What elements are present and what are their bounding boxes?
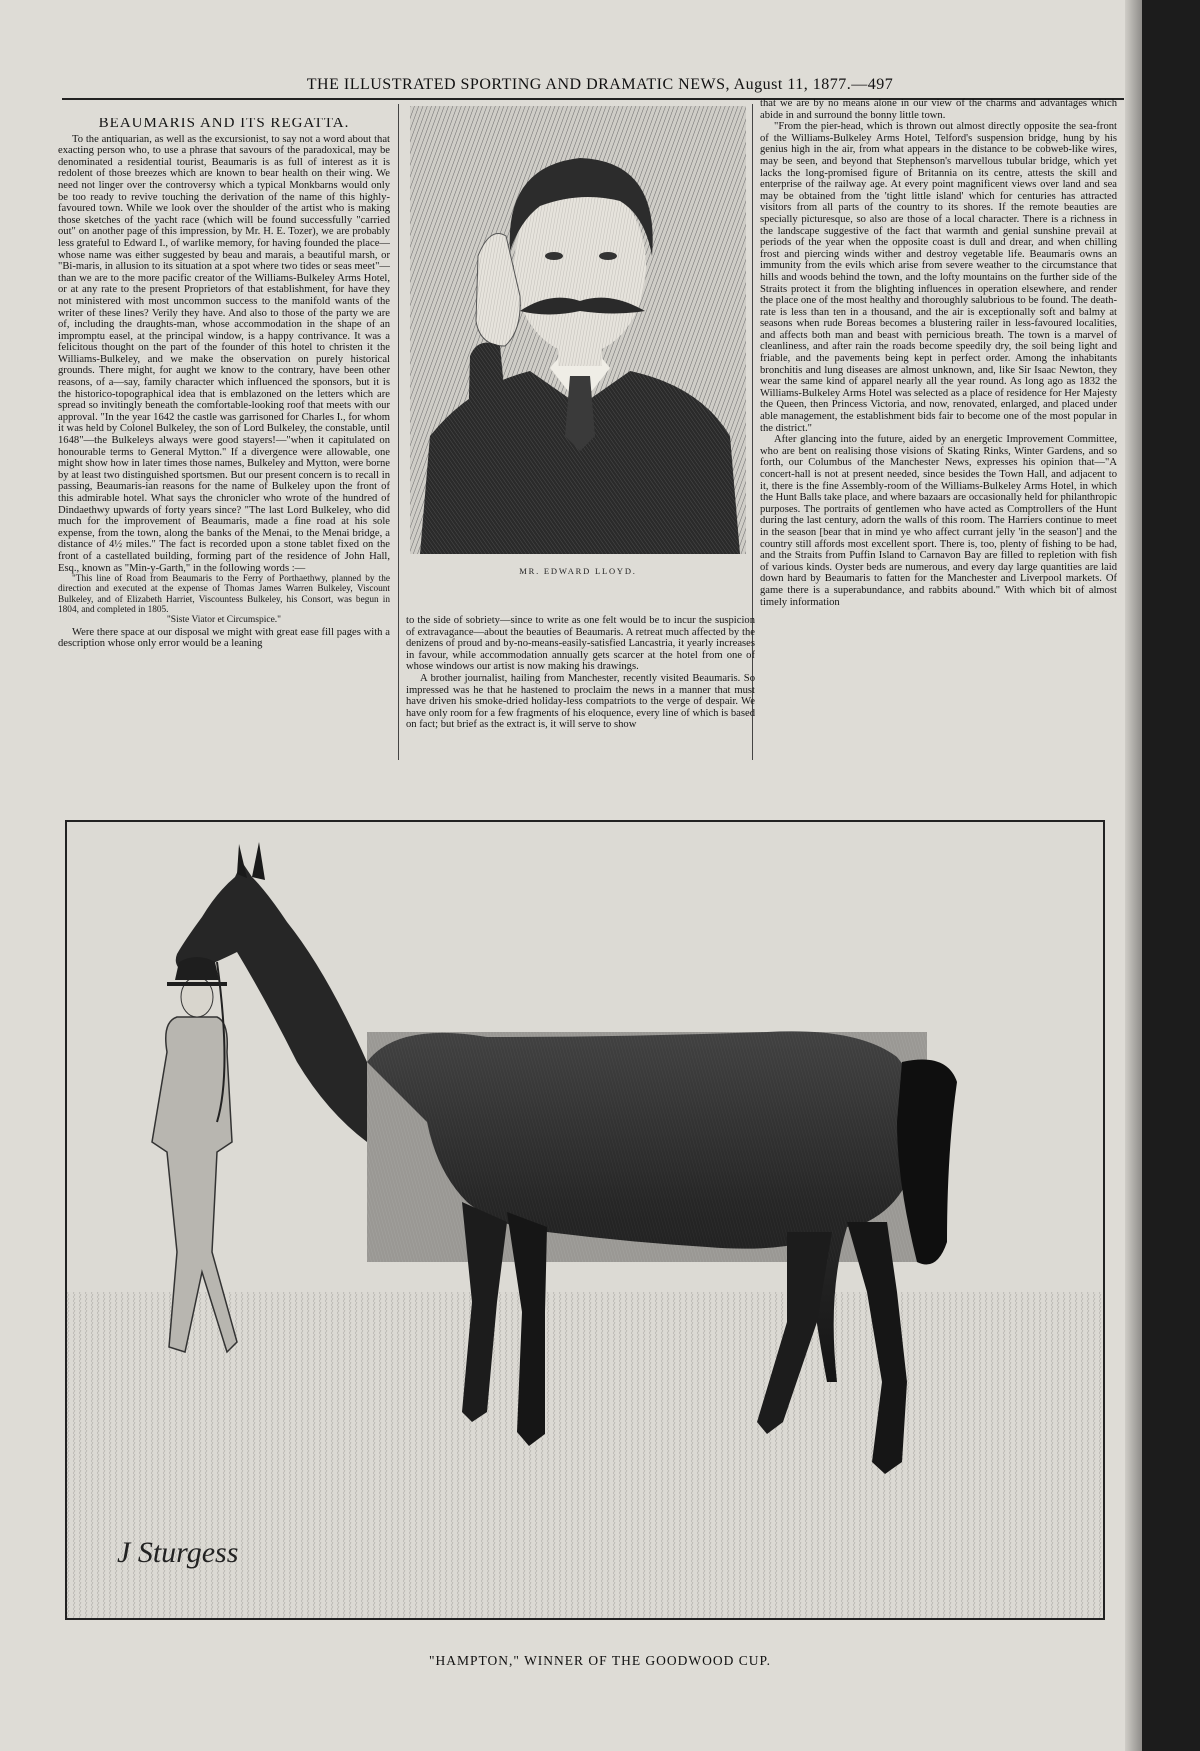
article-paragraph: to the side of sobriety—since to write as one felt would be to incur the suspicion of extravagance—about the beauties of Beaumaris. A retreat much affected by the denizens of proud and by-no-means-easily-satisfied Lancastria, it yearly increases in favour, while accommodation annually gets scarcer at the hotel from one of whose windows our artist is now making his drawings. [406,615,755,673]
column-rule-left [398,104,399,760]
article-paragraph: To the antiquarian, as well as the excursionist, to say not a word about that exacting person who, to use a phrase that savours of the paradoxical, may be denominated a residential tourist, Beaumaris is as full of interest as it is redolent of those breezes which are known to bear health on their wing. We need not linger over the controversy which a typical Monkbarns would only be too ready to revive touching the derivation of the name of this highly-favoured town. While we look over the shoulder of the artist who is making those sketches of the yacht race (which will be found successfully "carried out" on another page of this impression, by Mr. H. E. Tozer), we are probably less grateful to Edward I., of warlike memory, for having founded the place—whose name was either suggested by beau and marais, a beautiful marsh, or "Bi-maris, in allusion to its situation at a spot where two tides or seas meet"—than we are to the more pacific creator of the Williams-Bulkeley Arms Hotel, or at any rate to the present Proprietors of that establishment, for have they not ministered with most uncommon success to the manifold wants of the writer of these lines? Verily they have. And also to those of the party we are of, including the draughts-man, whose accommodation in the shape of an impromptu easel, at the principal window, is a happy contrivance. It was a felicitous thought on the part of the founder of this hotel to christen it the Williams-Bulkeley, and we make the observation on purely historical grounds. There might, for aught we know to the contrary, have been other reasons, of a—say, family character which influenced the sponsors, but it is the historico-topographical idea that is emblazoned on the letters which are spread so invitingly beneath the comfortable-looking roof that meets with our approval. "In the year 1642 the castle was garrisoned for Charles I., for whom it was held by Colonel Bulkeley, the son of Lord Bulkeley, the constable, until 1648"—the Bulkeleys always were good stayers!—"when it capitulated on honourable terms to General Mytton." If a divergence were allowable, one might show how in later times those names, Bulkeley and Mytton, were borne by at least two distinguished sportsmen. But our present concern is to recall in passing, Beaumaris-ian reasons for the name of Bulkeley upon the front of this admirable hotel. What says the chronicler who wrote of the hundred of Dindaethwy upwards of forty years since? "The last Lord Bulkeley, who did much for the improvement of Beaumaris, made a fine road at his sole expense, from the town, along the banks of the Menai, to the Menai bridge, a distance of 4½ miles." The fact is recorded upon a stone tablet fixed on the front of a castellated building, forming part of the residence of John Hall, Esq., known as "Min-y-Garth," in the following words :— [58,133,390,574]
ground [67,1292,1103,1618]
portrait-caption: MR. EDWARD LLOYD. [519,566,637,576]
portrait-engraving [410,106,746,554]
article-paragraph: Were there space at our disposal we might with great ease fill pages with a description whose only error would be a leaning [58,626,390,650]
article-paragraph: that we are by no means alone in our view of the charms and advantages which abide in and surround the bonny little town. [760,98,1117,121]
article-column-middle [406,615,755,760]
page-edge [1125,0,1143,1751]
artist-signature: J Sturgess [117,1536,239,1569]
article-headline: BEAUMARIS AND ITS REGATTA. [98,118,350,131]
running-head: THE ILLUSTRATED SPORTING AND DRAMATIC NEWS, August 11, 1877.—497 [306,76,894,93]
article-footnote: "This line of Road from Beaumaris to the Ferry of Porthaethwy, planned by the direction and executed at the expense of Thomas James Warren Bulkeley, Viscount Bulkeley, and of Elizabeth Harriet, Viscountess Bulkeley, his Consort, was begun in 1804, and completed in 1805. [58,574,390,615]
portrait-eye-right [599,252,617,260]
article-column-right [760,98,1117,760]
article-paragraph: "From the pier-head, which is thrown out almost directly opposite the sea-front of the Williams-Bulkeley Arms Hotel, Telford's suspension bridge, hung by his genius high in the air, from what appears in the distance to be cobweb-like wires, may be seen, and beyond that Stephenson's marvellous tubular bridge, which yet lacks the long-promised figure of Britannia on its centre, attests the skill and enterprise of the railway age. At every point magnificent views over land and sea may be obtained from the 'tight little island' which for centuries has attracted visitors from all parts of the country to its shores. If the remote beauties are specially picturesque, so also are those of a local character. There is a richness in the landscape suggestive of the fact that warmth and genial sunshine prevail at periods of the year when the opposite coast is dull and drear, and when chilling frost and piercing winds wither and destroy vegetable life. Beaumaris owns an immunity from the evils which arise from severe weather to the circumstance that hills and woods behind the town, and the lofty mountains on the further side of the Straits protect it from the blighting influences in operation elsewhere, and render the place one of the most healthy and thoroughly salubrious to be found. The death-rate is less than ten in a thousand, and the air is exceptionally soft and balmy at seasons when rude Boreas becomes a blustering railer in less-favoured localities, and affects both man and beast with pernicious breath. The town is a marvel of cleanliness, and after rain the roads become speedily dry, the soil being light and friable, and the pavements being kept in perfect order. Among the inhabitants bronchitis and lung diseases are almost unknown, and, like Sir Isaac Newton, they wear the same kind of apparel nearly all the year round. As long ago as 1832 the Williams-Bulkeley Arms Hotel was selected as a place of residence for Her Majesty the Queen, then Princess Victoria, and now, renovated, enlarged, and placed under able management, the establishment bids fair to become one of the most popular in the district." [760,121,1117,434]
article-paragraph: A brother journalist, hailing from Manchester, recently visited Beaumaris. So impressed was he that he hastened to proclaim the news in a manner that must have driven his smoke-dried holiday-less compatriots to the verge of despair. We have only room for a few fragments of his eloquence, every line of which is based on fact; but brief as the extract is, it will serve to show [406,672,755,731]
portrait-eye-left [545,252,563,260]
horse-engraving [67,822,1103,1618]
page-edge-shadow [1142,0,1200,1751]
portrait-tie [565,376,595,451]
article-paragraph: After glancing into the future, aided by an energetic Improvement Committee, who are bent on realising those visions of Skating Rinks, Winter Gardens, and so forth, our Columbus of the Manchester News, expresses his opinion that—"A concert-hall is not at present needed, since besides the Town Hall, and adjacent to it, there is the fine Assembly-room of the Williams-Bulkeley Arms Hotel, in which the Hunt Balls take place, and where bazaars are occasionally held for philanthropic purposes. The portraits of gentlemen who have acted as Comptrollers of the Hunt during the last century, adorn the walls of this room. The Harriers continue to meet in the season [bear that in mind ye who affect currant jelly 'in the season'] and the country still affords most excellent sport. There is, too, plenty of fishing to be had, and the Straits from Puffin Island to Carnavon Bay are filled to repletion with fish of various kinds. Oyster beds are numerous, and every day large quantities are laid down hard by Beaumaris to fatten for the Manchester and Liverpool markets. Of game there is a superabundance, and rabbits abound." With which bit of almost timely information [760,434,1117,608]
article-column-left [58,118,390,758]
article-motto: "Siste Viator et Circumspice." [166,614,282,625]
horse-plate-caption: "HAMPTON," WINNER OF THE GOODWOOD CUP. [429,1653,771,1668]
